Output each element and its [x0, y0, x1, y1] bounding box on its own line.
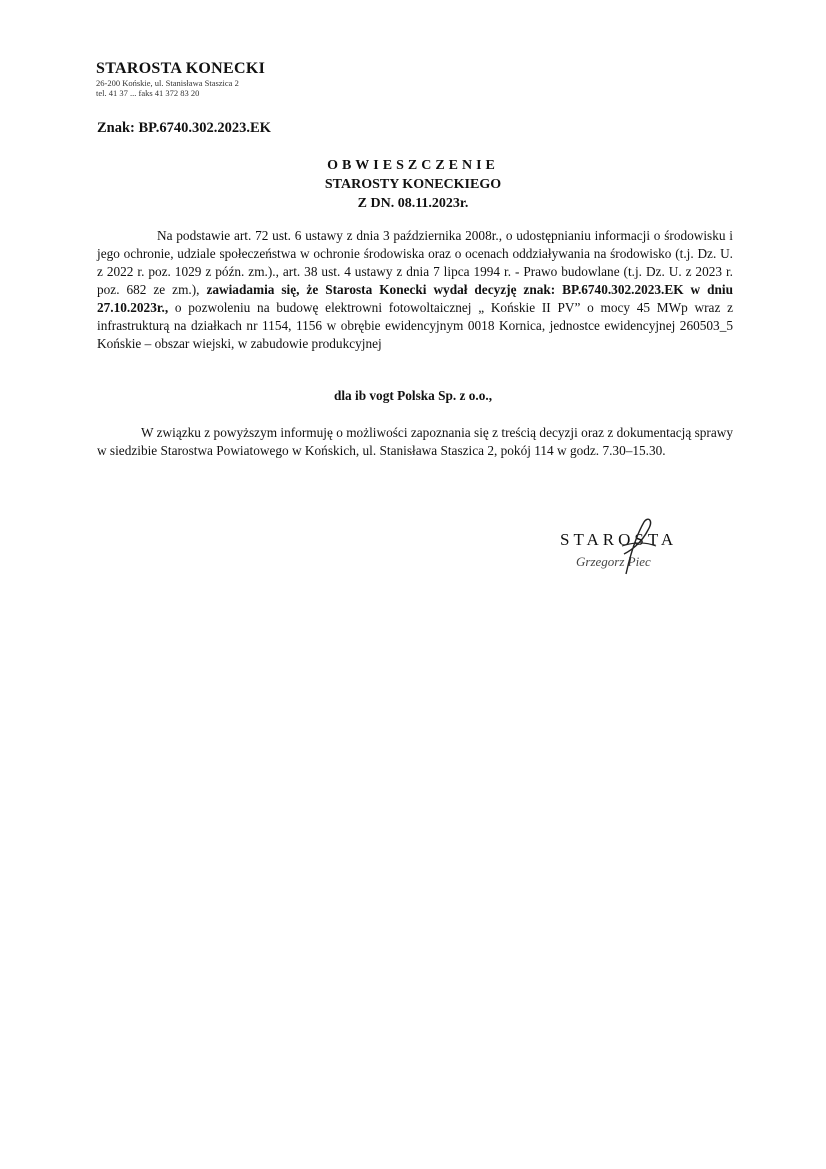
paragraph-intro: Na podstawie art. 72 ust. 6 ustawy z dnia 3 października 2008r., o udostępnianiu informacji o środowisku i jego ochronie, udziale społeczeństwa w ochronie środowiska oraz o ocenach oddziaływania na środowisko (t.j. Dz. U. z 2022 r. poz. 1029 z późn. zm.)., art. 38 ust. 4 ustawy z dnia 7 lipca 1994 r. - Prawo budowlane (t.j. Dz. U. z 2023 r. poz. 682 ze zm.), — [97, 228, 733, 297]
paragraph-decision: zawiadamia się, że Starosta Konecki wydał decyzję znak: BP.6740.302.2023.EK w dniu 27.10.2023r., — [97, 282, 733, 315]
information-paragraph: W związku z powyższym informuję o możliwości zapoznania się z treścią decyzji oraz z dokumentacją sprawy w siedzibie Starostwa Powiatowego w Końskich, ul. Stanisława Staszica 2, pokój 114 w godz. 7.30–15.30. — [97, 425, 733, 458]
office-stamp — [96, 60, 296, 98]
signature-title: STAROSTA — [560, 530, 678, 549]
stamp-phone: tel. 41 37 ... faks 41 372 83 20 — [96, 88, 200, 98]
signature-block — [560, 530, 720, 570]
signature-name: Grzegorz Piec — [576, 554, 651, 569]
paragraph-details: o pozwoleniu na budowę elektrowni fotowoltaicznej „ Końskie II PV” o mocy 45 MWp wraz z infrastrukturą na działkach nr 1154, 1156 w obrębie ewidencyjnym 0018 Kornica, jednostce ewidencyjnej 260503_5 Końskie – obszar wiejski, w zabudowie produkcyjnej — [97, 300, 733, 351]
handwritten-signature — [618, 516, 658, 576]
heading-date: Z DN. 08.11.2023r. — [357, 196, 469, 211]
document-heading — [0, 156, 826, 213]
recipient-line: dla ib vogt Polska Sp. z o.o., — [333, 388, 493, 403]
stamp-address: 26-200 Końskie, ul. Stanisława Staszica 2 — [96, 78, 239, 88]
heading-issuer: STAROSTY KONECKIEGO — [324, 177, 502, 192]
main-paragraph — [97, 227, 733, 353]
reference-number: Znak: BP.6740.302.2023.EK — [97, 120, 271, 136]
stamp-title: STAROSTA KONECKI — [96, 60, 266, 77]
heading-title: OBWIESZCZENIE — [327, 158, 499, 173]
